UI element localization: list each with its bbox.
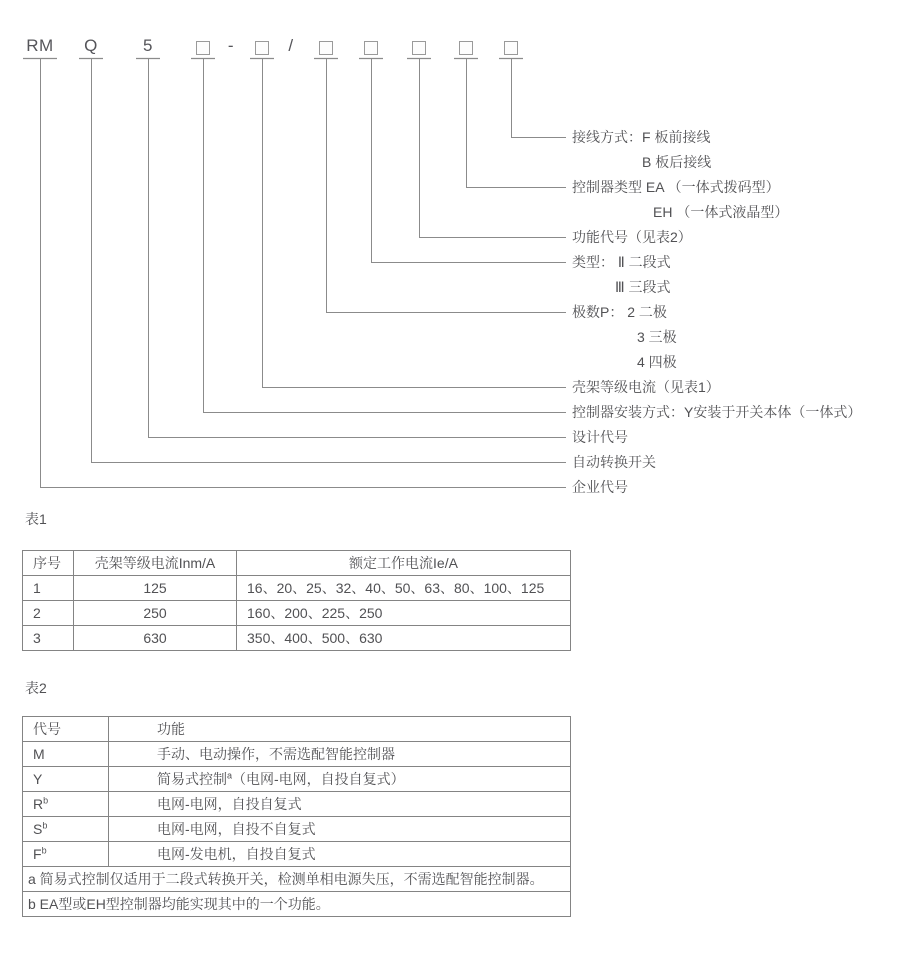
table2-header-cell: 代号	[23, 717, 109, 742]
table2-row	[23, 792, 571, 817]
label-type: 类型： Ⅱ 二段式	[572, 254, 671, 270]
table2-code-cell	[23, 792, 109, 817]
label-controller-mounting: 控制器安装方式：Y安装于开关本体（一体式）	[572, 404, 862, 420]
table2-code-cell	[23, 842, 109, 867]
table2-code-cell	[23, 767, 109, 792]
func-text: 手动、电动操作，不需选配智能控制器	[157, 746, 395, 762]
table1-cell: 16、20、25、32、40、50、63、80、100、125	[237, 576, 571, 601]
model-segment-5: 5	[143, 36, 153, 55]
label-type-iii: Ⅲ 三段式	[615, 279, 671, 295]
func-text: 电网-电网，自投不自复式	[157, 821, 316, 837]
code-text: M	[33, 746, 45, 762]
code-text: R	[33, 796, 44, 812]
table2-title: 表2	[25, 680, 47, 696]
table1-cell: 1	[23, 576, 74, 601]
table1-row	[23, 576, 571, 601]
table1-header-row	[23, 551, 571, 576]
table2-row	[23, 767, 571, 792]
label-frame-current: 壳架等级电流（见表1）	[572, 379, 720, 395]
model-segment-slash: /	[288, 36, 294, 55]
table1-header-cell: 序号	[23, 551, 74, 576]
label-switch-name: 自动转换开关	[572, 454, 656, 470]
table1-row	[23, 601, 571, 626]
model-segment-box	[255, 41, 269, 55]
table1-cell: 3	[23, 626, 74, 651]
model-segment-box	[504, 41, 518, 55]
table1	[22, 550, 571, 651]
func-text: （电网-电网，自投自复式）	[232, 771, 405, 787]
table1-header-cell: 额定工作电流Ie/A	[237, 551, 571, 576]
func-text: 简易式控制	[157, 771, 227, 787]
table2-row	[23, 817, 571, 842]
code-text: F	[33, 846, 42, 862]
table2-footnote-row	[23, 892, 571, 917]
label-company-code: 企业代号	[572, 479, 628, 495]
table1-cell: 250	[74, 601, 237, 626]
code-superscript: b	[43, 795, 49, 806]
table1-cell: 125	[74, 576, 237, 601]
label-controller-type: 控制器类型 EA （一体式拨码型）	[572, 179, 780, 195]
label-poles: 极数P： 2 二极	[572, 304, 667, 320]
table1-title: 表1	[25, 511, 47, 527]
model-segment-box	[412, 41, 426, 55]
table2-footnote-a: a 简易式控制仅适用于二段式转换开关，检测单相电源失压，不需选配智能控制器。	[23, 867, 571, 892]
table1-cell: 2	[23, 601, 74, 626]
table1-cell: 160、200、225、250	[237, 601, 571, 626]
model-segment-rm: RM	[26, 36, 54, 55]
label-poles-3: 3 三极	[637, 329, 677, 345]
code-superscript: b	[42, 820, 48, 831]
label-controller-type-eh: EH （一体式液晶型）	[653, 204, 789, 220]
model-segment-q: Q	[84, 36, 98, 55]
model-segment-box	[319, 41, 333, 55]
label-connection-type-b: B 板后接线	[642, 154, 712, 170]
table1-header-cell: 壳架等级电流Inm/A	[74, 551, 237, 576]
table2-row	[23, 842, 571, 867]
label-design-code: 设计代号	[572, 429, 628, 445]
code-text: Y	[33, 771, 43, 787]
table2-func-cell	[109, 767, 571, 792]
table2-header-cell: 功能	[109, 717, 571, 742]
label-poles-4: 4 四极	[637, 354, 677, 370]
table2-row	[23, 742, 571, 767]
table2-func-cell	[109, 792, 571, 817]
model-segment-box	[459, 41, 473, 55]
func-text: 电网-电网，自投自复式	[157, 796, 302, 812]
table2-code-cell	[23, 742, 109, 767]
code-text: S	[33, 821, 43, 837]
table2-code-cell	[23, 817, 109, 842]
func-superscript: a	[227, 770, 233, 781]
table2-func-cell	[109, 817, 571, 842]
table2-header-row	[23, 717, 571, 742]
table2-footnote-b: b EA型或EH型控制器均能实现其中的一个功能。	[23, 892, 571, 917]
table1-cell: 630	[74, 626, 237, 651]
func-text: 电网-发电机，自投自复式	[157, 846, 316, 862]
label-connection-type: 接线方式：F 板前接线	[572, 129, 711, 145]
model-segment-box	[364, 41, 378, 55]
table2-func-cell	[109, 842, 571, 867]
model-segment-dash: -	[227, 36, 235, 55]
table2	[22, 716, 571, 917]
table2-footnote-row	[23, 867, 571, 892]
table1-row	[23, 626, 571, 651]
label-function-code: 功能代号（见表2）	[572, 229, 692, 245]
table2-func-cell	[109, 742, 571, 767]
model-segment-box	[196, 41, 210, 55]
table1-cell: 350、400、500、630	[237, 626, 571, 651]
code-superscript: b	[41, 845, 47, 856]
